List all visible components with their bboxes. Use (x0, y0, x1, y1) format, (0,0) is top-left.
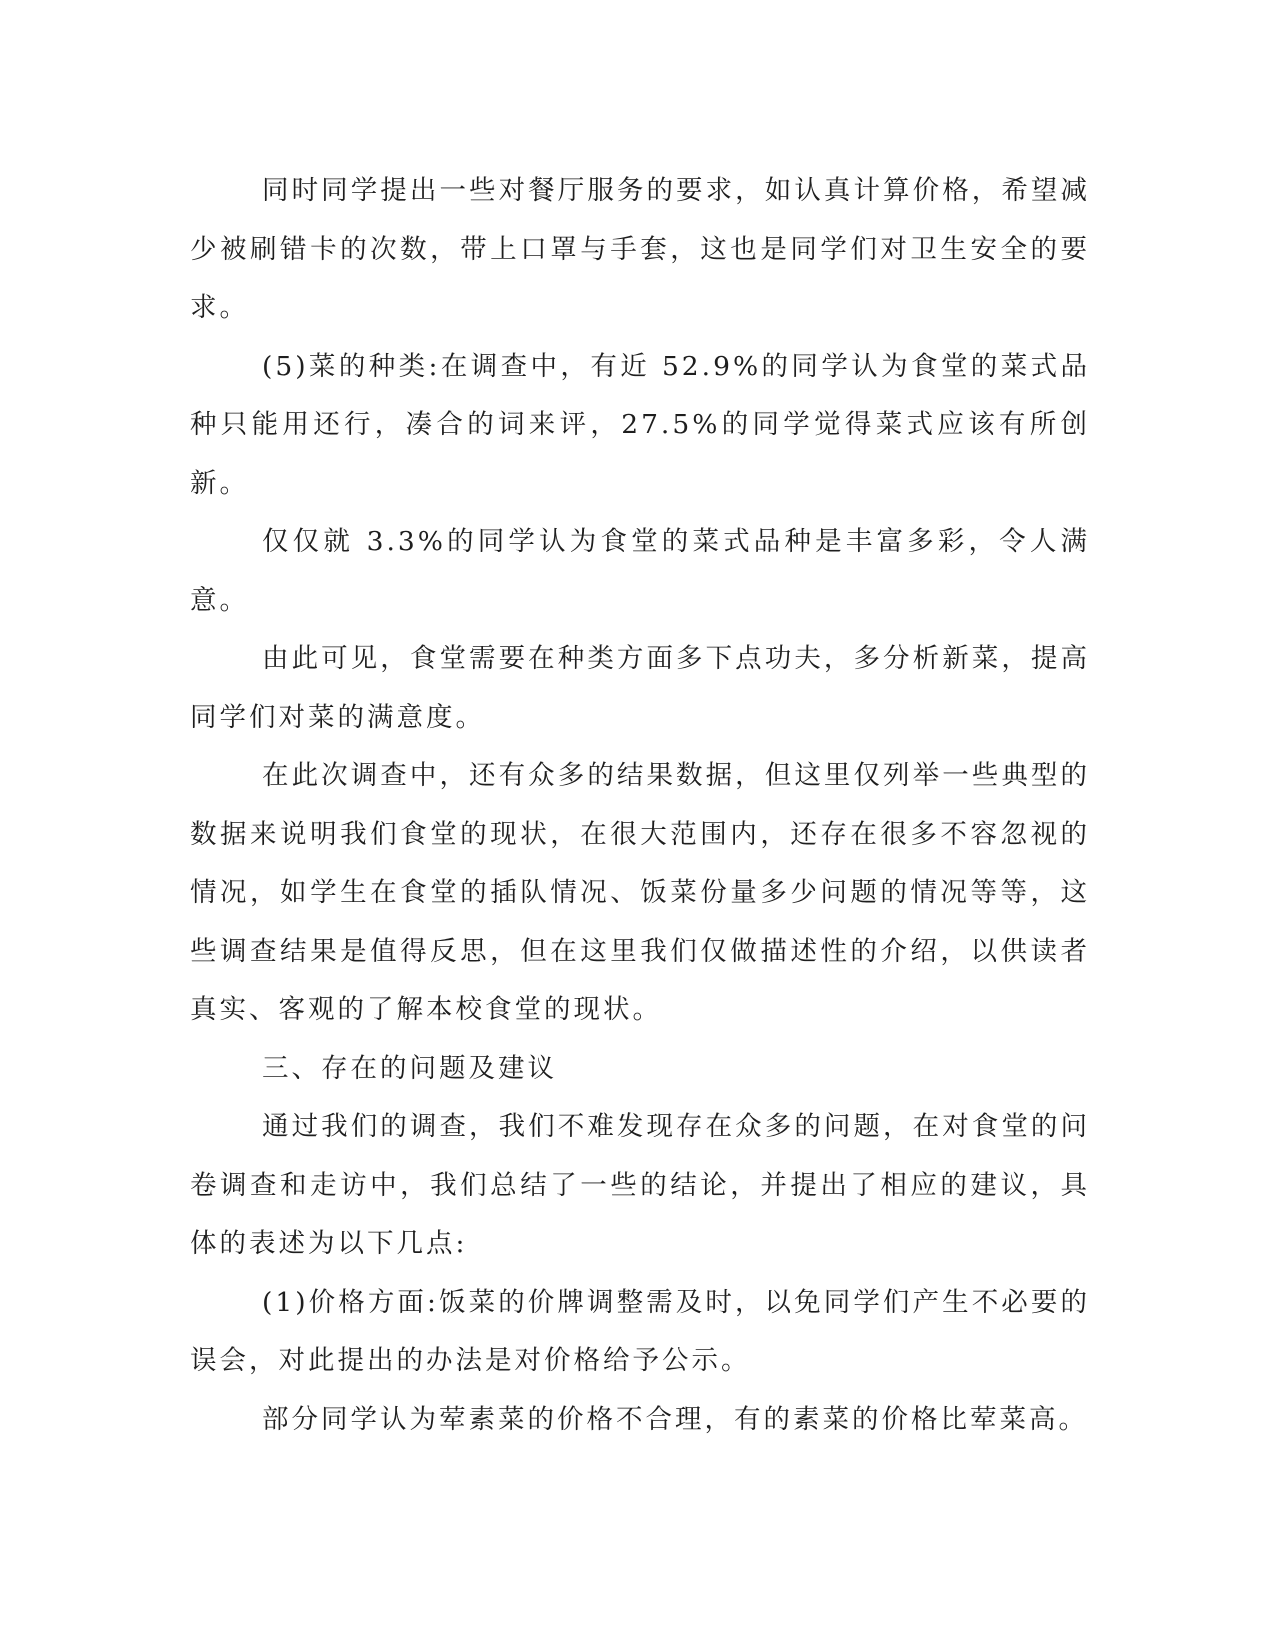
paragraph-price-aspect: (1)价格方面:饭菜的价牌调整需及时，以免同学们产生不必要的误会，对此提出的办法是对价格给予公示。 (190, 1286, 1090, 1376)
paragraph-price-fairness: 部分同学认为荤素菜的价格不合理，有的素菜的价格比荤菜高。 (262, 1403, 1088, 1435)
paragraph-conclusion-variety: 由此可见，食堂需要在种类方面多下点功夫，多分析新菜，提高同学们对菜的满意度。 (190, 643, 1090, 733)
document-body (190, 162, 1090, 1449)
paragraph-service-requirements: 同时同学提出一些对餐厅服务的要求，如认真计算价格，希望减少被刷错卡的次数，带上口罩与手套，这也是同学们对卫生安全的要求。 (190, 175, 1090, 323)
paragraph-other-results: 在此次调查中，还有众多的结果数据，但这里仅列举一些典型的数据来说明我们食堂的现状，在很大范围内，还存在很多不容忽视的情况，如学生在食堂的插队情况、饭菜份量多少问题的情况等等，这些调查结果是值得反思，但在这里我们仅做描述性的介绍，以供读者真实、客观的了解本校食堂的现状。 (190, 760, 1090, 1025)
section-heading-problems-suggestions: 三、存在的问题及建议 (262, 1052, 557, 1084)
paragraph-survey-findings: 通过我们的调查，我们不难发现存在众多的问题，在对食堂的问卷调查和走访中，我们总结了一些的结论，并提出了相应的建议，具体的表述为以下几点: (190, 1111, 1090, 1259)
paragraph-satisfied-students: 仅仅就 3.3%的同学认为食堂的菜式品种是丰富多彩，令人满意。 (190, 526, 1090, 616)
paragraph-dish-variety: (5)菜的种类:在调查中，有近 52.9%的同学认为食堂的菜式品种只能用还行，凑合的词来评，27.5%的同学觉得菜式应该有所创新。 (190, 350, 1090, 499)
